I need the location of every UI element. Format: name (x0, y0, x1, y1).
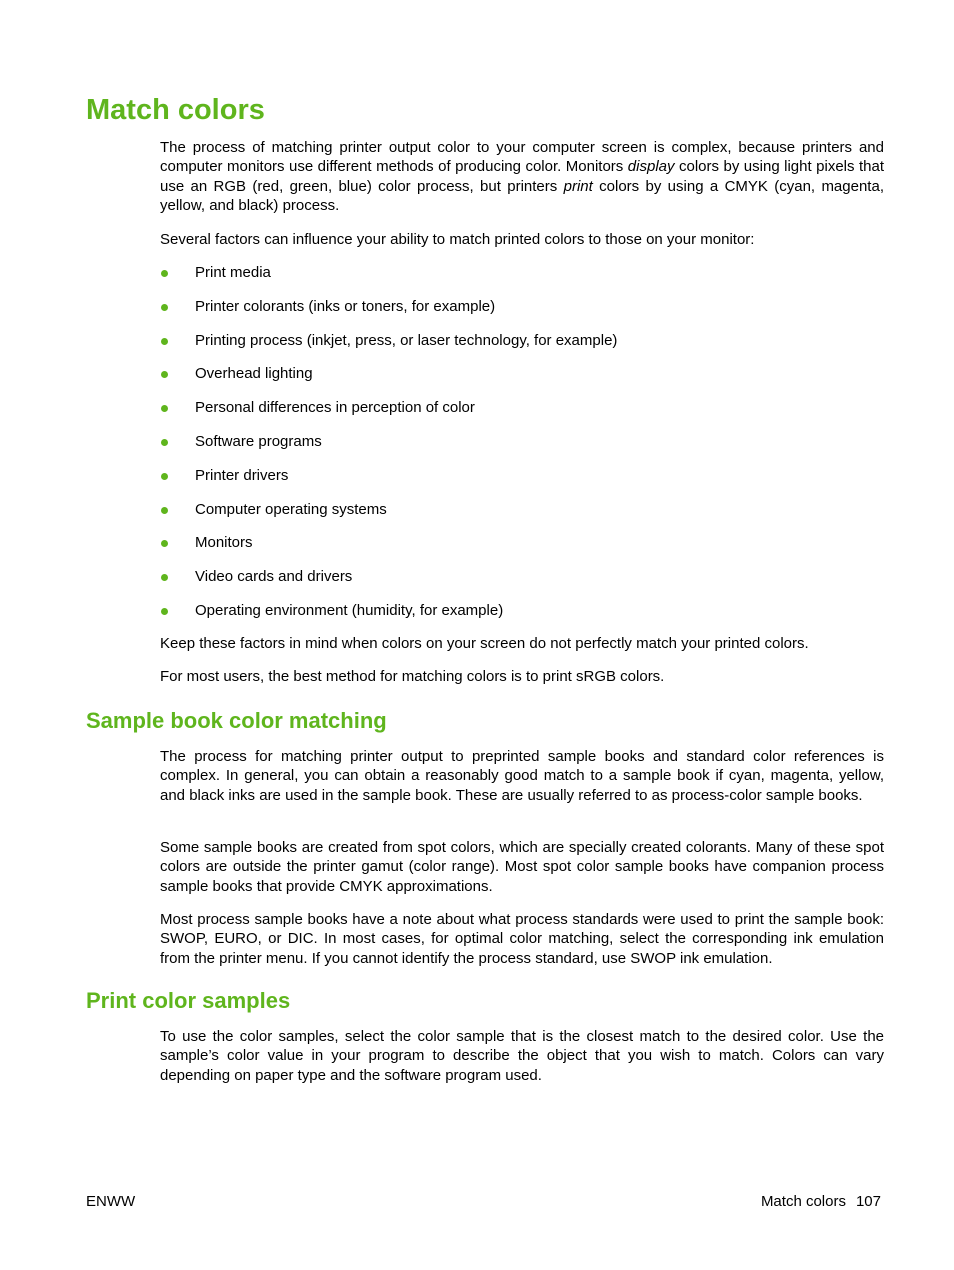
list-item-label: Overhead lighting (195, 365, 313, 383)
list-item (160, 431, 617, 465)
bullet-icon (161, 608, 168, 615)
bullet-icon (161, 270, 168, 277)
srgb-note: For most users, the best method for matching colors is to print sRGB colors. (160, 668, 665, 685)
list-item (160, 397, 617, 431)
print-samples-heading: Print color samples (86, 988, 291, 1013)
bullet-icon (161, 473, 168, 480)
list-item-label: Printing process (inkjet, press, or laser technology, for example) (195, 331, 618, 349)
list-item-label: Print media (195, 264, 271, 281)
list-item-label: Software programs (195, 432, 322, 450)
list-item (160, 330, 617, 364)
sample-book-paragraph-1: The process for matching printer output to preprinted sample books and standard color references is complex. In general, you can obtain a reasonably good match to a sample book if cyan, magenta, yellow, and black inks are used in the sample book. These are usually referred to as process-color sample books. (160, 748, 884, 804)
factors-note: Keep these factors in mind when colors on your screen do not perfectly match your printed colors. (160, 635, 809, 652)
bullet-icon (161, 405, 168, 412)
intro-text: colors by using light pixels that use an RGB (red, green, blue) color process, but printers (160, 158, 884, 195)
list-item-label: Monitors (195, 534, 253, 552)
bullet-icon (161, 371, 168, 378)
factors-list (160, 262, 617, 634)
list-item (160, 465, 617, 499)
list-item-label: Computer operating systems (195, 500, 387, 518)
list-item-label: Printer colorants (inks or toners, for example) (195, 297, 496, 315)
list-item (160, 532, 617, 566)
factors-intro: Several factors can influence your ability to match printed colors to those on your monitor: (160, 231, 755, 248)
sample-book-paragraph-3: Most process sample books have a note about what process standards were used to print the sample book: SWOP, EURO, or DIC. In most cases, for optimal color matching, select the corresponding ink emulation from the printer menu. If you cannot identify the process standard, use SWOP ink emulation. (160, 911, 884, 967)
bullet-icon (161, 304, 168, 311)
list-item-label: Personal differences in perception of color (195, 399, 475, 417)
intro-paragraph (160, 138, 884, 216)
sample-book-heading: Sample book color matching (86, 708, 387, 733)
list-item-label: Video cards and drivers (195, 568, 353, 586)
intro-text: colors by using a CMYK (cyan, magenta, yellow, and black) process. (160, 177, 884, 215)
footer-page-info (761, 1192, 881, 1212)
bullet-icon (161, 439, 168, 446)
bullet-icon (161, 540, 168, 547)
list-item (160, 566, 617, 600)
bullet-icon (161, 507, 168, 514)
sample-book-paragraph-2: Some sample books are created from spot colors, which are specially created colorants. Many of these spot colors are outside the printer gamut (color range). Most spot color sample books have companion process sample books that provide CMYK approximations. (160, 839, 884, 895)
print-samples-paragraph: To use the color samples, select the color sample that is the closest match to the desired color. Use the sample’s color value in your program to describe the object that you wish to match. Colors can vary depending on paper type and the software program used. (160, 1028, 884, 1084)
page-number: 107 (855, 1193, 881, 1210)
list-item-label: Printer drivers (195, 466, 289, 484)
bullet-icon (161, 574, 168, 581)
list-item-label: Operating environment (humidity, for example) (195, 601, 504, 619)
list-item (160, 600, 617, 634)
footer-edition: ENWW (86, 1193, 136, 1210)
list-item (160, 262, 617, 296)
footer-section: Match colors (760, 1193, 846, 1210)
intro-emphasis-print: print (563, 177, 593, 195)
page-title: Match colors (86, 94, 265, 126)
list-item (160, 363, 617, 397)
bullet-icon (161, 338, 168, 345)
intro-text: The process of matching printer output color to your computer screen is complex, because printers and computer monitors use different methods of producing color. Monitors (160, 139, 884, 176)
intro-emphasis-display: display (627, 158, 675, 176)
list-item (160, 296, 617, 330)
list-item (160, 499, 617, 533)
